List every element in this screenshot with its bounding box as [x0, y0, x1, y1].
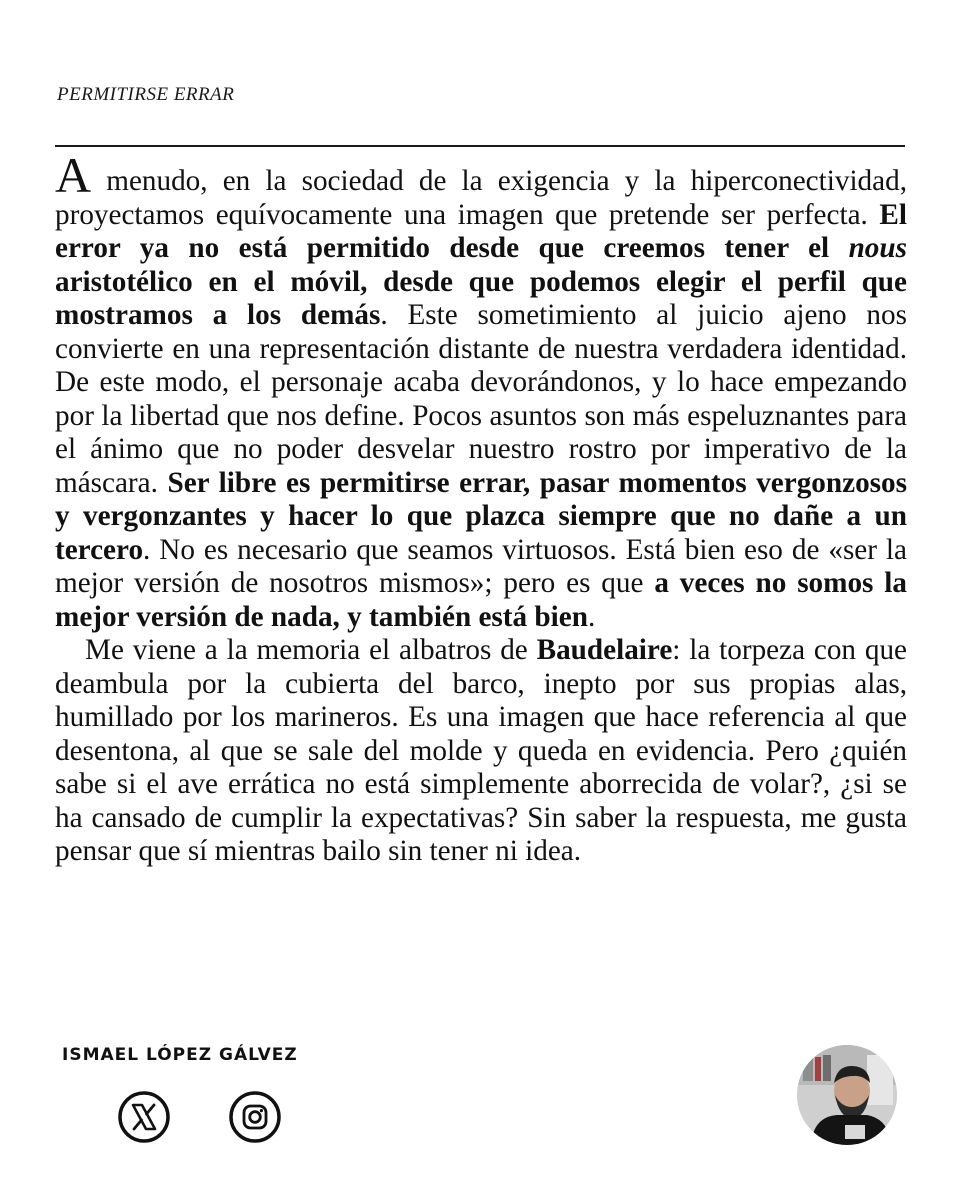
p1-text-1: menudo, en la sociedad de la exigencia y la hiperconectividad, proyectamos equívocamente una imagen que pretende ser perfecta. [55, 165, 907, 231]
p1-bold-italic: nous [848, 232, 907, 264]
drop-cap: A [55, 147, 92, 203]
p1-text-3: . No es necesario que seamos virtuosos. Está bien eso de «ser la mejor versión de nosotros mismos»; pero es que [55, 533, 907, 599]
p1-bold-1: El error ya no está permitido desde que creemos tener el [55, 198, 907, 264]
title-divider [55, 145, 905, 147]
x-logo-icon[interactable] [117, 1090, 171, 1144]
paragraph-1 [55, 147, 907, 634]
author-photo [797, 1045, 897, 1145]
author-name: ISMAEL LÓPEZ GÁLVEZ [62, 1045, 298, 1065]
paragraph-2 [55, 634, 907, 869]
p2-text-1: Me viene a la memoria el albatros de [85, 634, 537, 666]
p2-bold-1: Baudelaire [536, 634, 673, 666]
p1-text-4: . [587, 600, 596, 633]
p1-bold-3: Ser libre es permitirse errar, pasar momentos vergonzosos y vergonzantes y hacer lo que plazca siempre que no dañe a un tercero [55, 466, 907, 566]
p1-bold-4: a veces no somos la mejor versión de nada, y también está bien [55, 567, 907, 633]
p1-text-2: . Este sometimiento al juicio ajeno nos convierte en una representación distante de nuestra verdadera identidad. De este modo, el personaje acaba devorándonos, y lo hace empezando por la libertad que nos define. Pocos asuntos son más espeluznantes para el ánimo que no poder desvelar nuestro rostro por imperativo de la máscara. [55, 299, 907, 499]
section-title: PERMITIRSE ERRAR [57, 84, 235, 105]
p1-bold-2: aristotélico en el móvil, desde que podemos elegir el perfil que mostramos a los demás [55, 265, 907, 331]
article-body [55, 147, 907, 869]
p2-text-2: : la torpeza con que deambula por la cubierta del barco, inepto por sus propias alas, humillado por los marineros. Es una imagen que hace referencia al que desentona, al que se sale del molde y queda en evidencia. Pero ¿quién sabe si el ave errática no está simplemente aborrecida de volar?, ¿si se ha cansado de cumplir la expectativas? Sin saber la respuesta, me gusta pensar que sí mientras bailo sin tener ni idea. [55, 634, 907, 867]
author-avatar [797, 1045, 897, 1145]
instagram-icon[interactable] [228, 1090, 282, 1144]
